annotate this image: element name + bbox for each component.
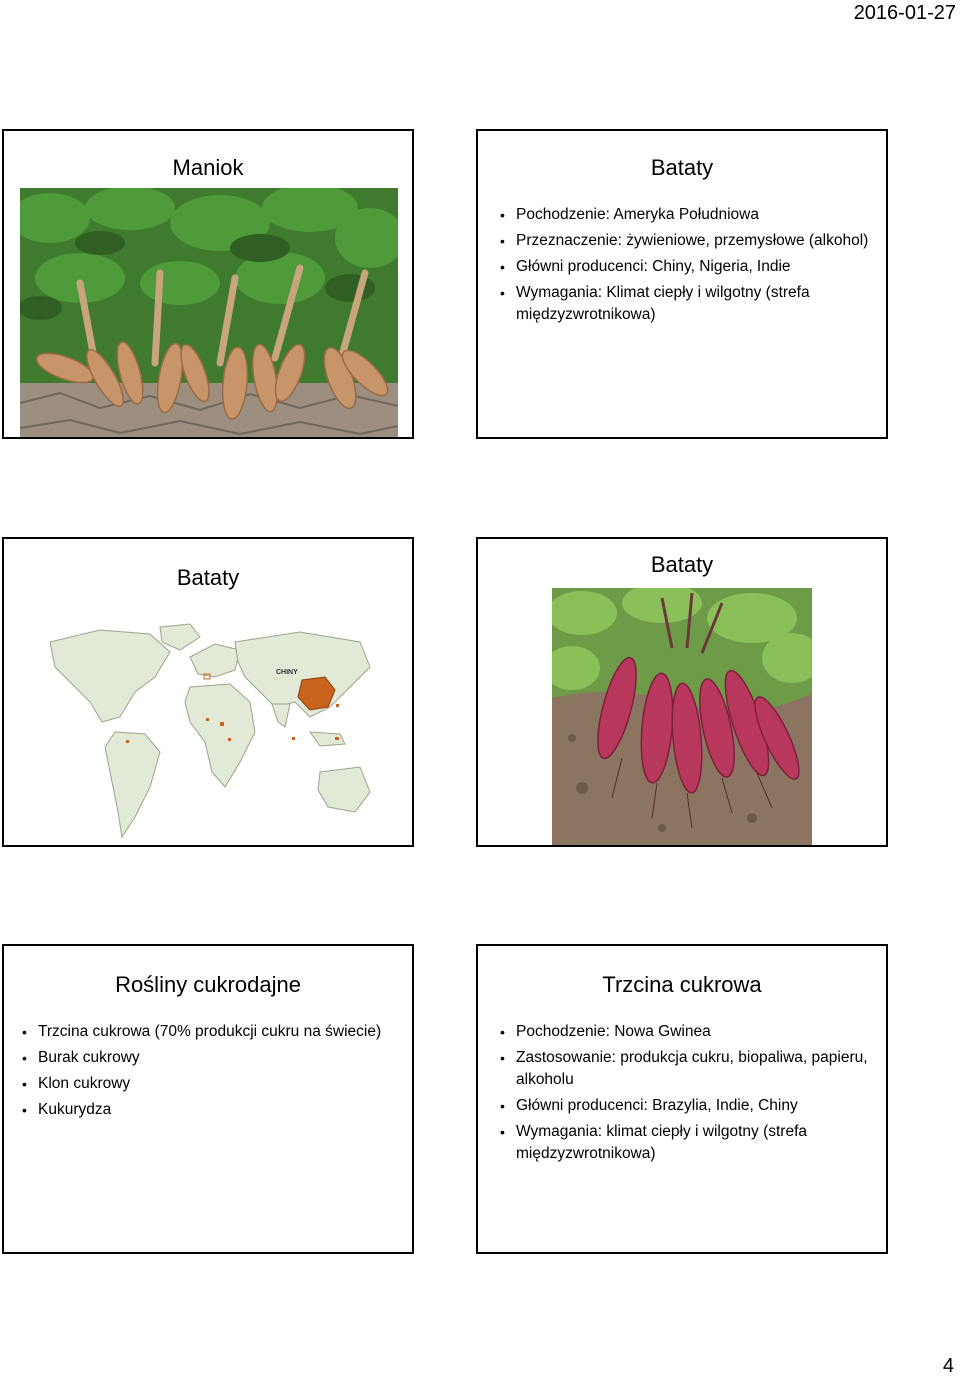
slide-title: Bataty bbox=[650, 155, 714, 180]
bullet-list bbox=[22, 1021, 407, 1125]
slide-maniok bbox=[2, 129, 414, 439]
list-item: • Burak cukrowy bbox=[22, 1047, 407, 1069]
list-item: • Pochodzenie: Ameryka Południowa bbox=[500, 204, 870, 226]
slide-bataty-info bbox=[476, 129, 888, 439]
slide-title: Rośliny cukrodajne bbox=[115, 972, 301, 997]
cassava-roots-photo bbox=[20, 188, 398, 438]
bullet-list bbox=[500, 1021, 870, 1169]
page-number: 4 bbox=[942, 1355, 954, 1377]
slide-title: Bataty bbox=[176, 565, 240, 590]
slide-title: Maniok bbox=[172, 155, 244, 180]
slide-bataty-photo bbox=[476, 537, 888, 847]
list-item: • Przeznaczenie: żywieniowe, przemysłowe (alkohol) bbox=[500, 230, 870, 252]
map-label-china: CHINY bbox=[276, 669, 298, 676]
list-item: • Zastosowanie: produkcja cukru, biopaliwa, papieru, alkoholu bbox=[500, 1047, 870, 1091]
sweet-potato-photo bbox=[552, 588, 812, 846]
slide-bataty-map bbox=[2, 537, 414, 847]
list-item: • Wymagania: klimat ciepły i wilgotny (strefa międzyzwrotnikowa) bbox=[500, 1121, 870, 1165]
list-item: • Wymagania: Klimat ciepły i wilgotny (strefa międzyzwrotnikowa) bbox=[500, 282, 870, 326]
print-date: 2016-01-27 bbox=[853, 2, 956, 24]
list-item: • Kukurydza bbox=[22, 1099, 407, 1121]
list-item: • Pochodzenie: Nowa Gwinea bbox=[500, 1021, 870, 1043]
world-map bbox=[40, 622, 380, 847]
slide-trzcina-cukrowa bbox=[476, 944, 888, 1254]
list-item: • Główni producenci: Chiny, Nigeria, Indie bbox=[500, 256, 870, 278]
list-item: • Klon cukrowy bbox=[22, 1073, 407, 1095]
list-item: • Trzcina cukrowa (70% produkcji cukru na świecie) bbox=[22, 1021, 407, 1043]
list-item: • Główni producenci: Brazylia, Indie, Chiny bbox=[500, 1095, 870, 1117]
slide-title: Trzcina cukrowa bbox=[602, 972, 762, 997]
slide-title: Bataty bbox=[650, 552, 714, 577]
slide-rosliny-cukrodajne bbox=[2, 944, 414, 1254]
bullet-list bbox=[500, 204, 870, 330]
